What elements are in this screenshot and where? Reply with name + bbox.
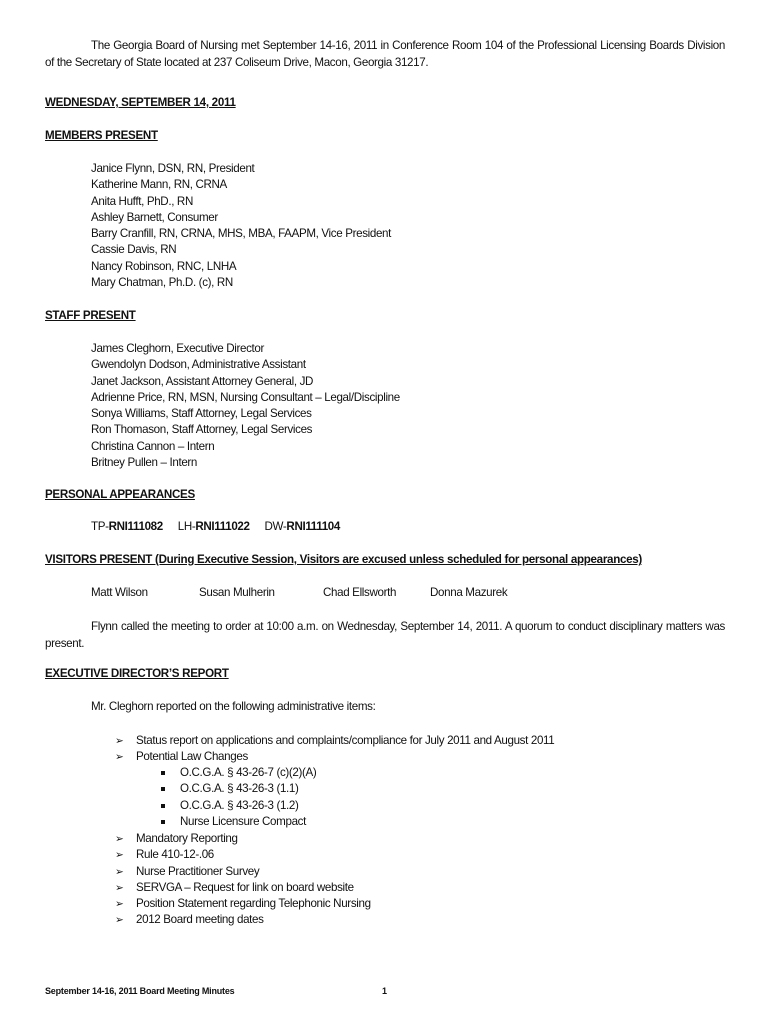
appearance-entries bbox=[91, 520, 340, 533]
staff-item: Sonya Williams, Staff Attorney, Legal Services bbox=[91, 407, 312, 421]
visitor-name: Matt Wilson bbox=[91, 586, 148, 599]
appearance-entry: DW-RNI111104 bbox=[264, 520, 341, 533]
square-bullet-icon bbox=[161, 771, 165, 775]
member-item: Mary Chatman, Ph.D. (c), RN bbox=[91, 276, 233, 290]
staff-item: Ron Thomason, Staff Attorney, Legal Services bbox=[91, 423, 313, 437]
member-item: Katherine Mann, RN, CRNA bbox=[91, 178, 227, 192]
arrow-bullet-icon: ➢ bbox=[115, 865, 124, 878]
member-item: Nancy Robinson, RNC, LNHA bbox=[91, 259, 237, 273]
report-heading: EXECUTIVE DIRECTOR’S REPORT bbox=[45, 667, 229, 680]
report-item: ➢ SERVGA – Request for link on board website bbox=[115, 880, 371, 896]
report-item: ➢ Position Statement regarding Telephonic Nursing bbox=[115, 896, 371, 912]
visitors-heading: VISITORS PRESENT (During Executive Session, Visitors are excused unless scheduled for personal appearances) bbox=[45, 553, 642, 566]
member-item: Barry Cranfill, RN, CRNA, MHS, MBA, FAAPM, Vice President bbox=[91, 227, 392, 241]
arrow-bullet-icon: ➢ bbox=[115, 881, 124, 894]
law-change-item: O.C.G.A. § 43-26-3 (1.1) bbox=[115, 781, 316, 797]
staff-item: James Cleghorn, Executive Director bbox=[91, 342, 265, 355]
page-number: 1 bbox=[382, 986, 387, 996]
footer-title: September 14-16, 2011 Board Meeting Minutes bbox=[45, 986, 235, 996]
members-heading: MEMBERS PRESENT bbox=[45, 129, 158, 142]
law-changes-list bbox=[115, 765, 316, 830]
visitor-name: Donna Mazurek bbox=[430, 586, 508, 599]
report-item: ➢ Mandatory Reporting bbox=[115, 831, 371, 847]
arrow-bullet-icon: ➢ bbox=[115, 751, 124, 764]
staff-item: Britney Pullen – Intern bbox=[91, 456, 198, 470]
staff-item: Christina Cannon – Intern bbox=[91, 439, 215, 453]
staff-item: Gwendolyn Dodson, Administrative Assistant bbox=[91, 358, 306, 372]
member-item: Janice Flynn, DSN, RN, President bbox=[91, 162, 255, 175]
staff-list bbox=[91, 341, 400, 471]
member-item: Anita Hufft, PhD., RN bbox=[91, 194, 193, 208]
report-items-list bbox=[115, 733, 554, 766]
arrow-bullet-icon: ➢ bbox=[115, 898, 124, 911]
report-item: ➢ Status report on applications and complaints/compliance for July 2011 and August 2011 bbox=[115, 733, 554, 749]
member-item: Cassie Davis, RN bbox=[91, 243, 177, 257]
square-bullet-icon bbox=[161, 804, 165, 808]
law-change-item: O.C.G.A. § 43-26-3 (1.2) bbox=[115, 798, 316, 814]
arrow-bullet-icon: ➢ bbox=[115, 735, 124, 747]
law-change-item: Nurse Licensure Compact bbox=[115, 814, 316, 830]
report-item: ➢ Rule 410-12-.06 bbox=[115, 847, 371, 863]
members-list bbox=[91, 161, 391, 291]
arrow-bullet-icon: ➢ bbox=[115, 914, 124, 927]
report-item: ➢ Nurse Practitioner Survey bbox=[115, 864, 371, 880]
square-bullet-icon bbox=[161, 820, 165, 824]
appearance-entry: TP-RNI111082 bbox=[91, 520, 163, 533]
visitor-name: Chad Ellsworth bbox=[323, 586, 397, 599]
appearances-heading: PERSONAL APPEARANCES bbox=[45, 488, 195, 501]
report-item: ➢ Potential Law Changes bbox=[115, 749, 554, 765]
date-heading: WEDNESDAY, SEPTEMBER 14, 2011 bbox=[45, 96, 236, 109]
report-items-list-continued bbox=[115, 831, 371, 929]
arrow-bullet-icon: ➢ bbox=[115, 849, 124, 862]
arrow-bullet-icon: ➢ bbox=[115, 833, 124, 845]
staff-item: Janet Jackson, Assistant Attorney General, JD bbox=[91, 374, 314, 388]
staff-item: Adrienne Price, RN, MSN, Nursing Consultant – Legal/Discipline bbox=[91, 390, 400, 404]
report-item: ➢ 2012 Board meeting dates bbox=[115, 912, 371, 928]
appearance-entry: LH-RNI111022 bbox=[177, 520, 250, 533]
visitor-name: Susan Mulherin bbox=[199, 586, 275, 599]
report-intro: Mr. Cleghorn reported on the following administrative items: bbox=[91, 700, 376, 713]
call-to-order-paragraph: Flynn called the meeting to order at 10:00 a.m. on Wednesday, September 14, 2011. A quorum to conduct disciplinary matters was present. bbox=[45, 620, 725, 650]
member-item: Ashley Barnett, Consumer bbox=[91, 210, 218, 224]
law-change-item: O.C.G.A. § 43-26-7 (c)(2)(A) bbox=[115, 765, 316, 781]
intro-paragraph: The Georgia Board of Nursing met September 14-16, 2011 in Conference Room 104 of the Professional Licensing Boards Division of the Secretary of State located at 237 Coliseum Drive, Macon, Georgia 31217. bbox=[45, 39, 725, 69]
square-bullet-icon bbox=[161, 787, 165, 791]
staff-heading: STAFF PRESENT bbox=[45, 309, 136, 322]
